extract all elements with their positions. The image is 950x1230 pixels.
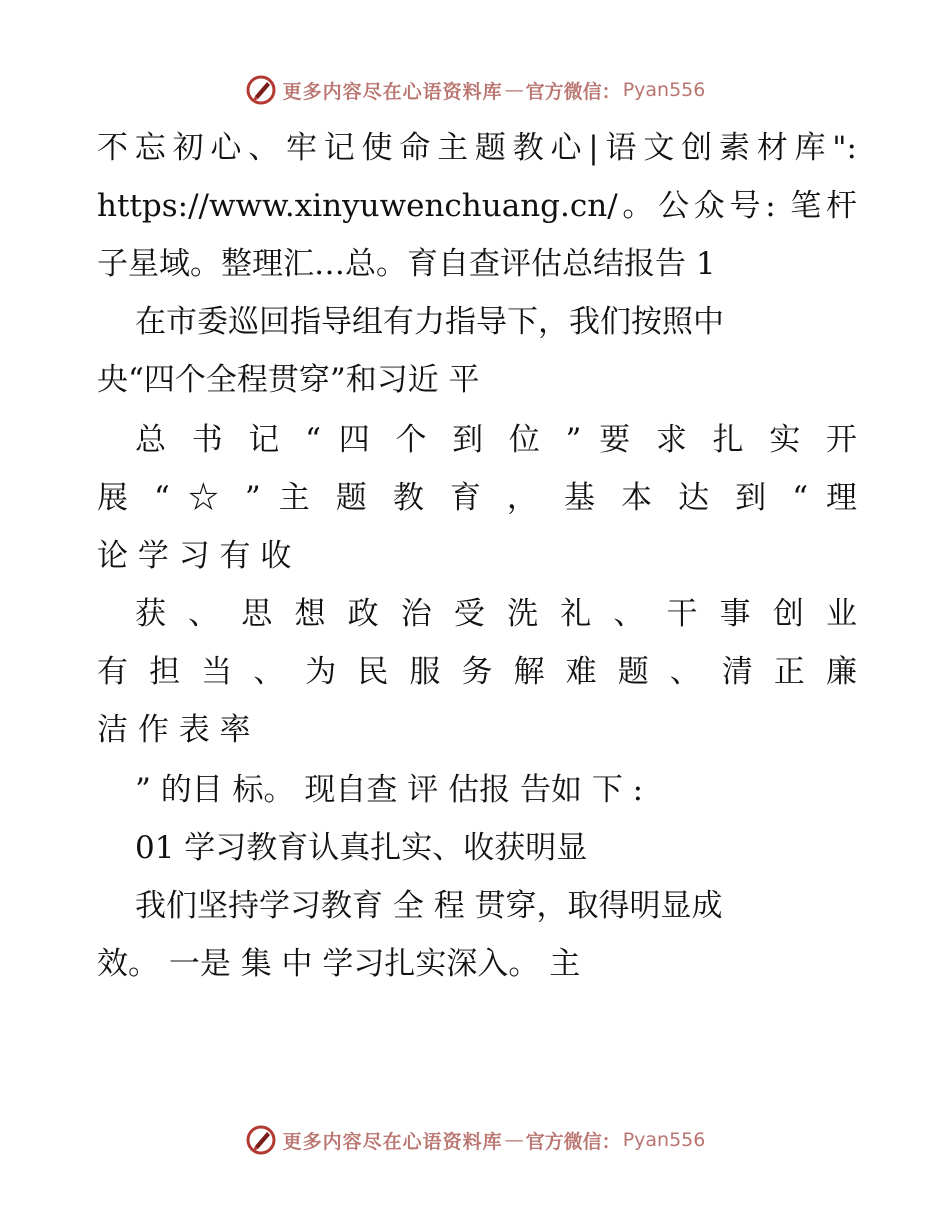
text-line-10: 有 担 当 、 为 民 服 务 解 难 题 、 清 正 廉 (97, 654, 857, 690)
banner-wechat-id: Pyan556 (622, 1129, 706, 1151)
section-heading: 01 学习教育认真扎实、收获明显 (135, 830, 588, 866)
pen-logo-icon (245, 1124, 277, 1156)
text-line-12: ” 的目 标。 现自查 评 估报 告如 下 : (135, 772, 644, 808)
banner-separator: — (504, 1129, 524, 1151)
banner-text: 更多内容尽在心语资料库 (282, 80, 503, 103)
text-line-4: 在市委巡回指导组有力指导下，我们按照中 (135, 304, 724, 340)
text-line-1: 不忘初心、牢记使命主题教心|语文创素材库": (97, 130, 857, 166)
text-line-2: https://www.xinyuwenchuang.cn/。公众号: 笔杆 (97, 188, 857, 224)
banner-separator: — (504, 79, 524, 101)
text-line-7: 展 “ ☆ ” 主 题 教 育 ， 基 本 达 到 “ 理 (97, 480, 857, 516)
header-banner (0, 70, 950, 110)
text-line-6: 总 书 记 “ 四 个 到 位 ” 要 求 扎 实 开 (135, 422, 857, 458)
text-line-15: 效。 一是 集 中 学习扎实深入。 主 (97, 946, 581, 982)
footer-banner (0, 1120, 950, 1160)
text-line-9: 获 、 思 想 政 治 受 洗 礼 、 干 事 创 业 (135, 596, 857, 632)
text-line-11: 洁 作 表 率 (97, 712, 251, 748)
text-line-5: 央“四个全程贯穿”和习近 平 (97, 362, 480, 398)
banner-text: 更多内容尽在心语资料库 (282, 1130, 503, 1153)
text-line-14: 我们坚持学习教育 全 程 贯穿，取得明显成 (135, 888, 723, 924)
pen-logo-icon (245, 74, 277, 106)
banner-wechat-label: 官方微信： (525, 80, 621, 103)
banner-wechat-label: 官方微信： (525, 1130, 621, 1153)
banner-wechat-id: Pyan556 (622, 79, 706, 101)
text-line-3: 子星域。整理汇…总。育自查评估总结报告 1 (97, 246, 716, 282)
text-line-8: 论 学 习 有 收 (97, 538, 292, 574)
